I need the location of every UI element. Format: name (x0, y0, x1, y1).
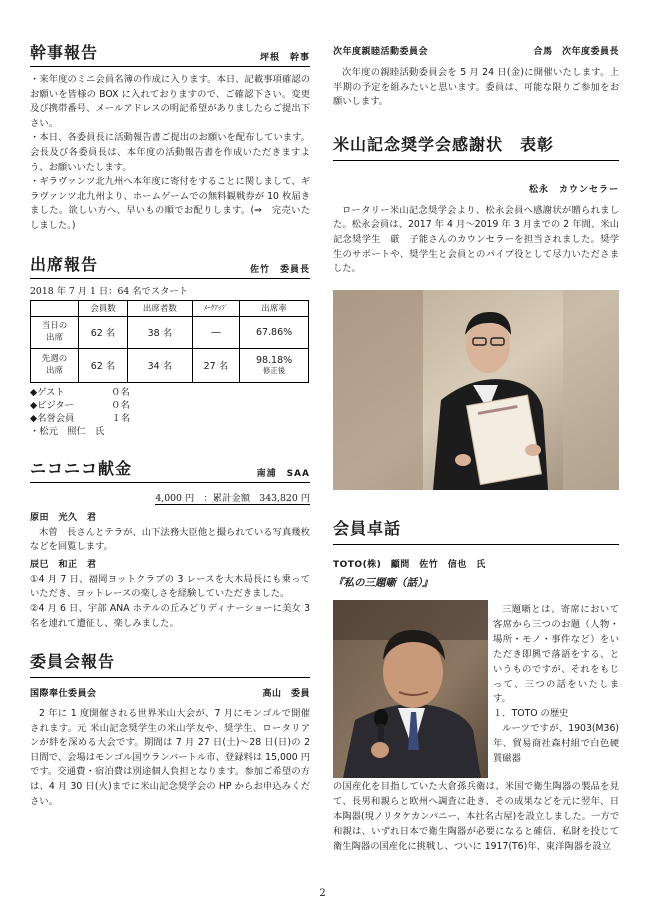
speech-full-text: の国産化を目指していた大倉孫兵衛は、米国で衛生陶器の製品を見て、長男和親らと欧州へ調査に赴き、その成果などを元に翌年、日本陶器(現ノリタケカンパニー、本社名古屋)を設立しました。一方で和親は、いずれ日本で衛生陶器が必要になると確信、私財を投じて衛生陶器の国産化に挑戦し、ついに 1917(T6)年、東洋陶器を設立 (333, 781, 619, 852)
right-column (333, 40, 619, 277)
section-title: 幹事報告 (30, 43, 99, 62)
left-column (30, 40, 310, 809)
section-header-kanji (30, 40, 310, 67)
award-photo (333, 290, 619, 490)
next-year-body: 次年度の親睦活動委員会を 5 月 24 日(金)に開催いたします。上半期の予定を組みたいと思います。委員は、可能な限りご参加をお願いします。 (333, 67, 619, 108)
list-item: ◆ビジター ０名 (30, 399, 130, 411)
donor-message: ①4 月 7 日、福岡ヨットクラブの 3 レースを大木局長にも乗っていただき、ヨットレースの楽しさを経験していただきました。 ②4 月 6 日、宇部 ANA ホテルの丘みどりディナーショーに美女 3 名を連れて遭征し、楽しみました。 (30, 573, 310, 629)
donor-name: 辰巳 和正 君 (30, 559, 97, 570)
section-header-attendance (30, 252, 310, 279)
section-author: 南浦 SAA (256, 468, 310, 479)
members-cell: 62 名 (79, 316, 128, 348)
kanji-bullet: ・ギラヴァンツ北九州へ本年度に寄付をすることに関しまして、ギラヴァンツ北九州より、ホームゲームでの無料観戦券が 10 枚届きました。欲しい方へ、早いもの順でお配りします。(⇒ 完売いたしました。) (30, 176, 310, 231)
committee-body: 2 年に 1 度開催される世界米山大会が、7 月にモンゴルで開催されます。元 米山記念奨学生の米山学友や、奨学生、ロータリアンが絆を深める大会です。期間は 7 月 27 日(土)〜28 日(日)の 2 日間で、会場はモンゴル国ウランバートル市、登録料は 15,000 円です。交通費・宿泊費は別途個人負担となります。参加ご希望の方は、4 月 30 日(火)までに米山記念奨学会の HP からお申込みください。 (30, 708, 310, 807)
kanji-body (30, 73, 310, 234)
section-author: 松永 カウンセラー (528, 184, 619, 195)
section-header-speech (333, 516, 619, 542)
divider (333, 544, 619, 545)
section-title: 会員卓話 (333, 519, 402, 538)
speech-item-start: ルーツですが、1903(M36)年、貿易商社森村組で白色硬質磁器 (493, 723, 619, 765)
speech-topic: 『私の三題噺（話）』 (333, 577, 433, 589)
table-row (31, 316, 309, 348)
attendees-cell: 38 名 (128, 316, 193, 348)
section-author: 坪根 幹事 (259, 53, 310, 63)
divider (30, 677, 310, 678)
attendees-cell: 34 名 (128, 348, 193, 382)
yoneyama-author-wrap (333, 177, 619, 196)
row-label: 先週の 出席 (31, 348, 79, 382)
donor-name: 原田 光久 君 (30, 512, 97, 523)
section-title: 出席報告 (30, 254, 99, 274)
speech-wrap-text: 三題噺とは、寄席において客席から三つのお題（人物・場所・モノ・事件など）をいただき即興で落語をする、というものですが、それをもじって、三つの話をいたします。 １．TOTO の歴史 ルーツですが、1903(M36)年、貿易商社森村組で白色硬質磁器 (493, 603, 619, 767)
kanji-bullet: ・来年度のミニ会員名簿の作成に入ります。本日、記載事項確認のお願いを皆様の BOX に入れておりますので、ご確認下さい。変更及び携帯番号、メールアドレスの明記希望がありましたらご提出下さい。 (30, 74, 310, 129)
attendance-intro: 2018 年 7 月 1 日：64 名でスタート (30, 285, 189, 297)
nikoniko-total: 4,000 円 ：累計金額 343,820 円 (155, 492, 310, 504)
list-item: ◆名誉会員 １名 (30, 412, 131, 424)
table-header: 会員数 (79, 300, 128, 316)
divider (333, 160, 619, 161)
nikoniko-total-wrap (30, 486, 310, 505)
table-row (31, 348, 309, 382)
section-title: 委員会報告 (30, 652, 116, 672)
list-item: ・松元 照仁 氏 (30, 425, 105, 437)
kanji-bullet: ・本日、各委員長に活動報告書ご提出のお願いを配布しています。会長及び各委員長は、本年度の活動報告書を作成いただきますよう、お願いいたします。 (30, 132, 310, 173)
rate-cell: 98.18% 修正後 (240, 348, 309, 382)
speech-section (333, 516, 619, 590)
rate-cell: 67.86% (240, 316, 309, 348)
speaker-line: TOTO(株) 顧問 佐竹 信也 氏 (333, 560, 486, 570)
section-title: ニコニコ献金 (30, 458, 133, 478)
speaker-photo (333, 600, 488, 778)
next-year-subhead: 次年度親睦活動委員会 合馬 次年度委員長 (333, 47, 619, 57)
table-header (31, 300, 79, 316)
section-title: 米山記念奨学会感謝状 表彰 (333, 134, 555, 154)
table-header: ﾒｰｸｱｯﾌﾟ (192, 300, 239, 316)
committee-subhead: 国際奉仕委員会 高山 委員 (30, 689, 310, 700)
section-header-nikoniko (30, 456, 310, 483)
attendance-table (30, 300, 309, 383)
section-author: 佐竹 委員長 (249, 264, 310, 275)
list-item: ◆ゲスト ０名 (30, 386, 130, 398)
yoneyama-body: ロータリー米山記念奨学会より、松永会員へ感謝状が贈られました。松永会員は、2017 年 4 月〜2019 年 3 月までの 2 年間、米山記念奨学生 厳 子能さんのカウンセラーを担当されました。奨学生のサポートや、奨学生と会員とのパイプ役として尽力いたださました。 (333, 204, 619, 275)
row-label: 当日の 出席 (31, 316, 79, 348)
table-header-row (31, 300, 309, 316)
section-header-committee (30, 649, 310, 675)
table-header: 出席率 (240, 300, 309, 316)
page-number: 2 (319, 888, 326, 899)
table-header: 出席者数 (128, 300, 193, 316)
members-cell: 62 名 (79, 348, 128, 382)
makeup-cell: ― (192, 316, 239, 348)
speech-item-head: １．TOTO の歴史 (493, 708, 569, 720)
donor-message: 木曽 長さんとテラが、山下法務大臣他と撮られている写真幾枚などを回覧します。 (30, 526, 310, 553)
attendance-extras (30, 386, 310, 438)
section-header-yoneyama (333, 132, 619, 158)
makeup-cell: 27 名 (192, 348, 239, 382)
